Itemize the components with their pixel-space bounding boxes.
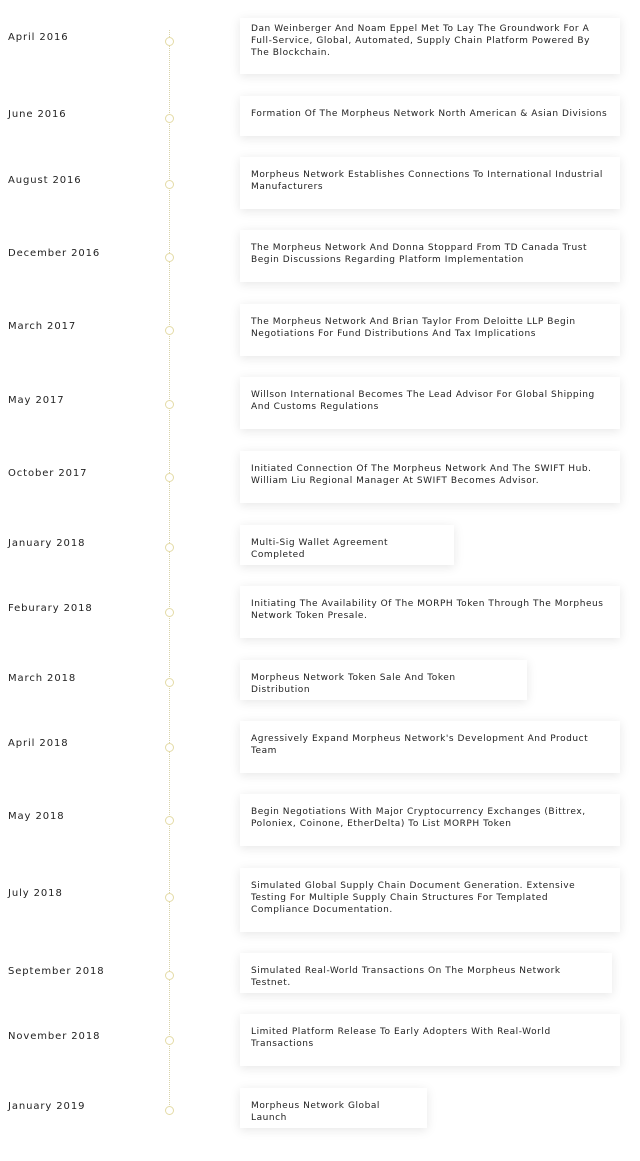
entry-card: Willson International Becomes The Lead Advisor For Global Shipping And Customs Regulations	[240, 377, 620, 429]
entry-card: The Morpheus Network And Brian Taylor From Deloitte LLP Begin Negotiations For Fund Distributions And Tax Implications	[240, 304, 620, 356]
entry-card: Simulated Real-World Transactions On The Morpheus Network Testnet.	[240, 953, 612, 993]
entry-card: Morpheus Network Establishes Connections To International Industrial Manufacturers	[240, 157, 620, 209]
timeline-dot	[165, 253, 174, 262]
timeline-dot	[165, 678, 174, 687]
entry-date: November 2018	[8, 1031, 101, 1042]
entry-date: April 2018	[8, 738, 69, 749]
entry-date: March 2018	[8, 673, 77, 684]
timeline-dot	[165, 37, 174, 46]
entry-date: January 2018	[8, 538, 86, 549]
entry-date: September 2018	[8, 966, 105, 977]
timeline-dot	[165, 971, 174, 980]
timeline-dot	[165, 1106, 174, 1115]
timeline-dot	[165, 816, 174, 825]
entry-date: Feburary 2018	[8, 603, 93, 614]
entry-card: Simulated Global Supply Chain Document Generation. Extensive Testing For Multiple Supply Chain Structures For Templated Compliance Documentation.	[240, 868, 620, 932]
entry-date: December 2016	[8, 248, 101, 259]
entry-date: August 2016	[8, 175, 82, 186]
entry-card: Morpheus Network Global Launch	[240, 1088, 427, 1128]
entry-card: Initiated Connection Of The Morpheus Network And The SWIFT Hub. William Liu Regional Manager At SWIFT Becomes Advisor.	[240, 451, 620, 503]
entry-date: May 2018	[8, 811, 65, 822]
entry-card: Limited Platform Release To Early Adopters With Real-World Transactions	[240, 1014, 620, 1066]
entry-card: Multi-Sig Wallet Agreement Completed	[240, 525, 454, 565]
entry-card: Dan Weinberger And Noam Eppel Met To Lay The Groundwork For A Full-Service, Global, Automated, Supply Chain Platform Powered By The Blockchain.	[240, 18, 620, 74]
entry-date: July 2018	[8, 888, 63, 899]
entry-date: January 2019	[8, 1101, 86, 1112]
timeline-dot	[165, 400, 174, 409]
entry-date: May 2017	[8, 395, 65, 406]
timeline-dot	[165, 743, 174, 752]
entry-card: Initiating The Availability Of The MORPH Token Through The Morpheus Network Token Presale.	[240, 586, 620, 638]
timeline-dot	[165, 473, 174, 482]
timeline-dot	[165, 608, 174, 617]
entry-card: Begin Negotiations With Major Cryptocurrency Exchanges (Bittrex, Poloniex, Coinone, EtherDelta) To List MORPH Token	[240, 794, 620, 846]
timeline-dot	[165, 893, 174, 902]
timeline-dot	[165, 180, 174, 189]
entry-date: October 2017	[8, 468, 88, 479]
entry-card: Agressively Expand Morpheus Network's Development And Product Team	[240, 721, 620, 773]
entry-card: Formation Of The Morpheus Network North American & Asian Divisions	[240, 96, 620, 136]
entry-date: March 2017	[8, 321, 77, 332]
entry-card: The Morpheus Network And Donna Stoppard From TD Canada Trust Begin Discussions Regarding Platform Implementation	[240, 230, 620, 282]
entry-date: June 2016	[8, 109, 67, 120]
timeline-line	[169, 30, 170, 1115]
entry-card: Morpheus Network Token Sale And Token Distribution	[240, 660, 527, 700]
timeline-dot	[165, 1036, 174, 1045]
timeline-dot	[165, 543, 174, 552]
entry-date: April 2016	[8, 32, 69, 43]
timeline-dot	[165, 326, 174, 335]
timeline-dot	[165, 114, 174, 123]
